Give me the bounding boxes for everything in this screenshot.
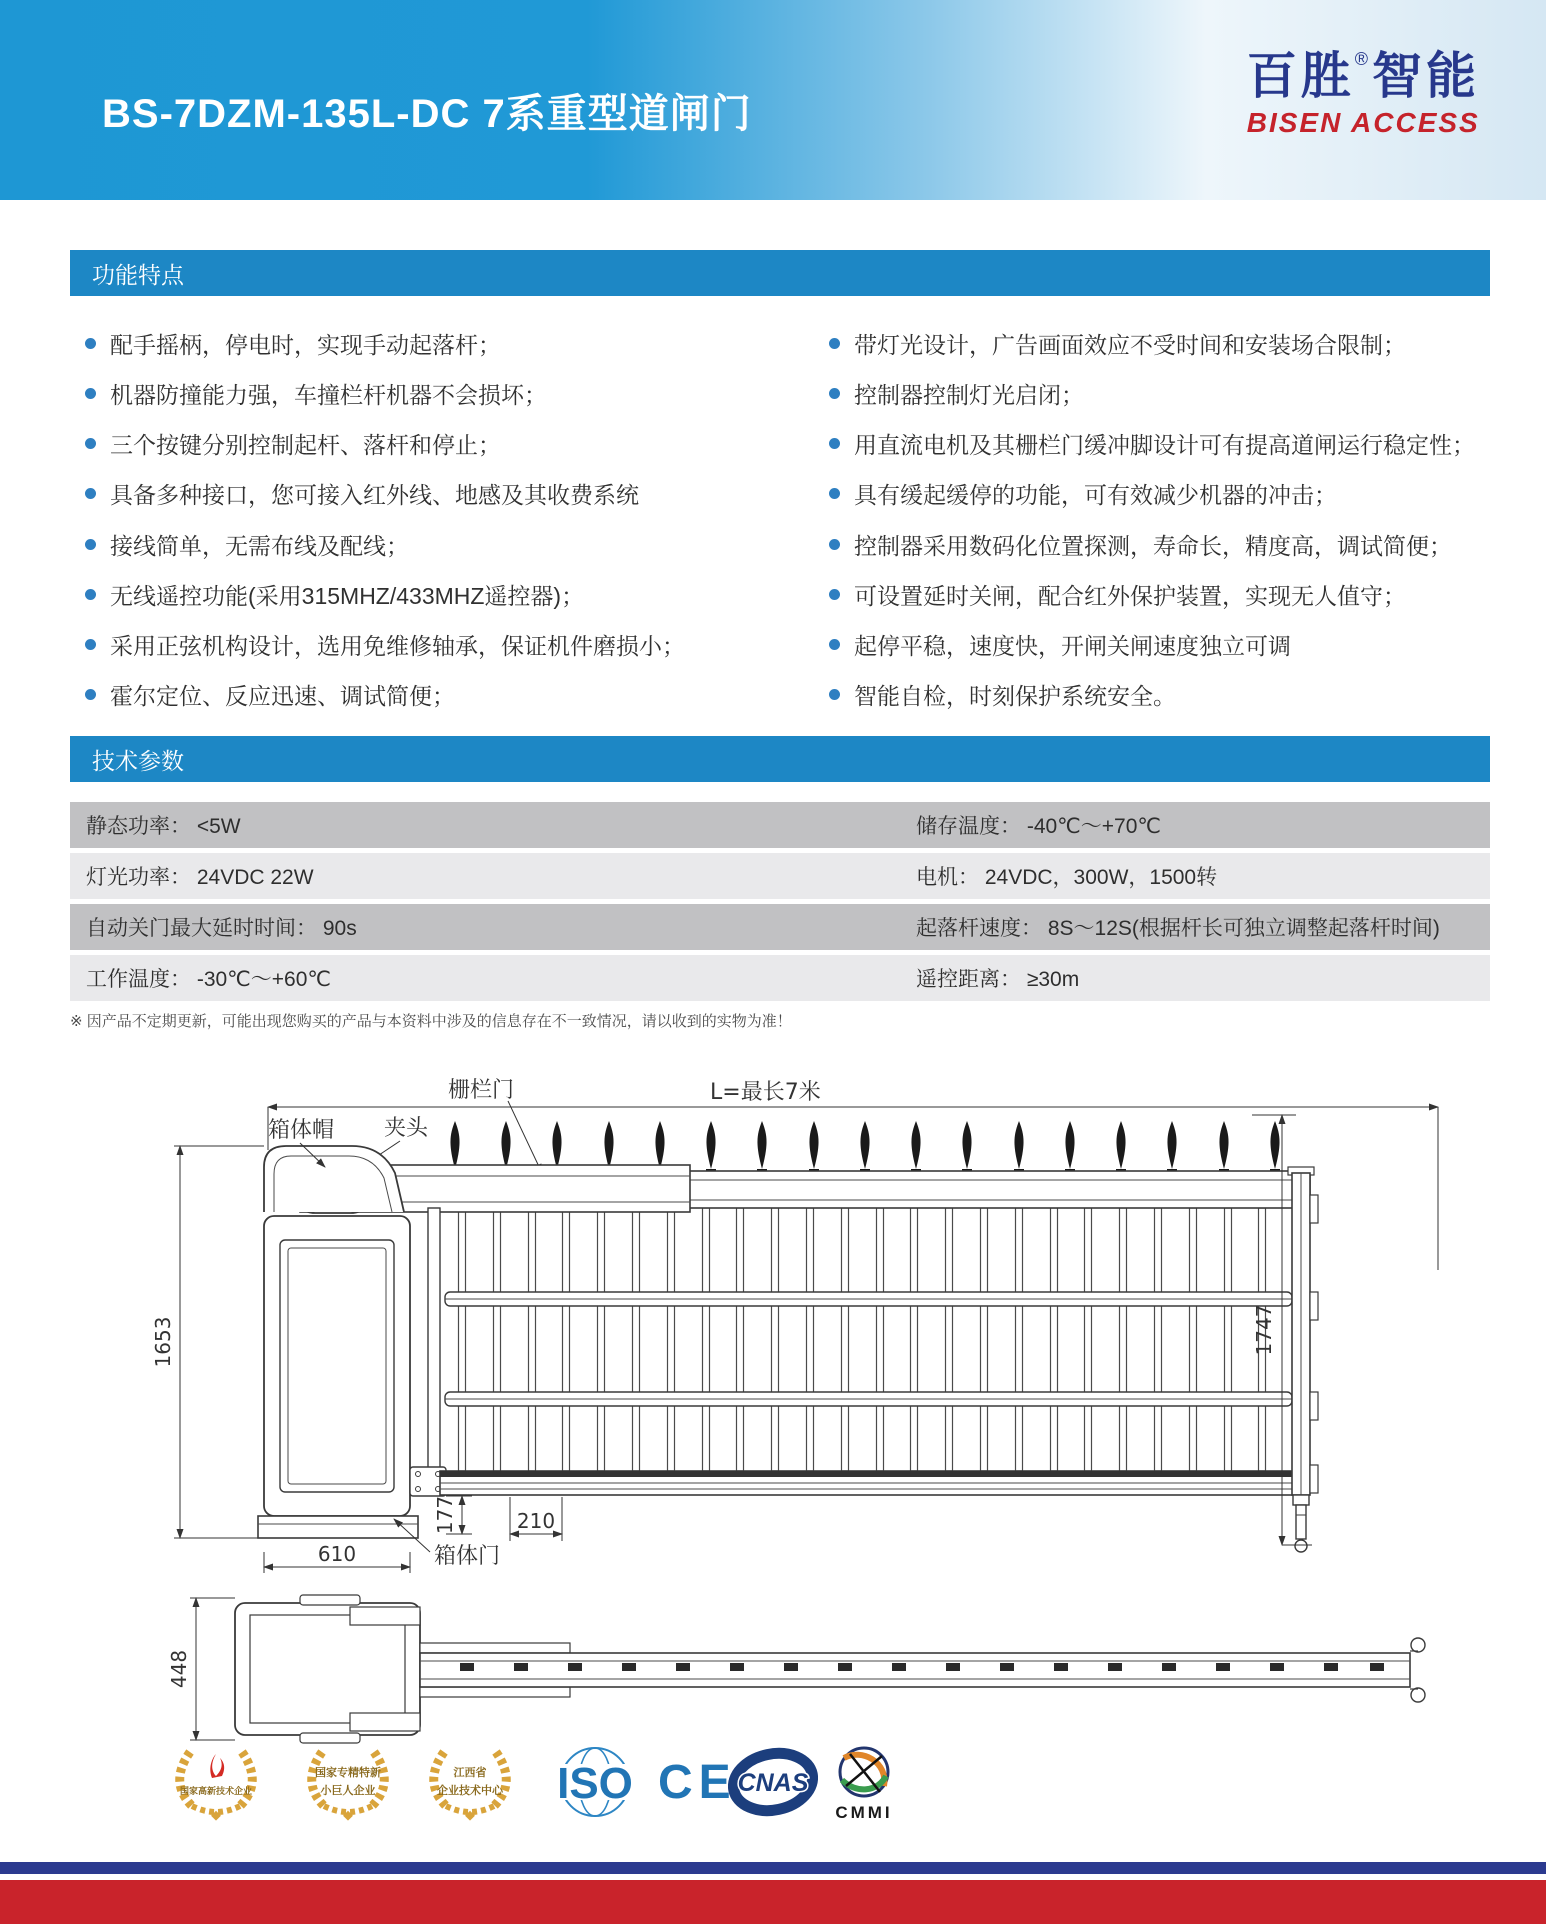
list-item: [829, 327, 1529, 360]
technical-drawing: [0, 1055, 1546, 1755]
bullet-icon: [829, 539, 840, 550]
bullet-icon: [829, 639, 840, 650]
label-cabinet-cap: 箱体帽: [268, 1118, 335, 1143]
label-cabinet-door: 箱体门: [434, 1544, 501, 1569]
dim-cabinet-width: 610: [317, 1542, 357, 1566]
section-header-specs: [70, 736, 1490, 782]
list-item: [85, 327, 785, 360]
dim-gate-height: 1747: [1252, 1304, 1276, 1356]
brand-logo-cn: [1246, 48, 1480, 104]
spec-cell: 起落杆速度： 8S～12S(根据杆长可独立调整起落杆时间): [916, 917, 1440, 940]
bullet-icon: [85, 488, 96, 499]
list-item: [829, 628, 1529, 661]
cert-national-hightech-icon: [168, 1742, 264, 1822]
dim-bracket-height: 177: [433, 1495, 457, 1535]
spec-row: [70, 853, 1490, 899]
brand-cn-part1: 百胜: [1246, 48, 1355, 104]
footer-red-stripe: [0, 1880, 1546, 1924]
brand-logo-en: BISEN ACCESS: [1246, 107, 1480, 138]
list-item: [829, 377, 1529, 410]
list-item: [85, 678, 785, 711]
feature-text: 带灯光设计，广告画面效应不受时间和安装场合限制；: [854, 331, 1406, 358]
feature-text: 配手摇柄，停电时，实现手动起落杆；: [110, 331, 501, 358]
feature-text: 可设置延时关闸，配合红外保护装置，实现无人值守；: [854, 582, 1406, 609]
registered-mark: ®: [1354, 49, 1372, 69]
bullet-icon: [85, 539, 96, 550]
gate-left-stile: [428, 1208, 440, 1495]
feature-text: 霍尔定位、反应迅速、调试简便；: [110, 683, 455, 710]
spec-cell: 储存温度： -40℃～+70℃: [916, 815, 1161, 838]
section-header-features: [70, 250, 1490, 296]
section-title-features: 功能特点: [92, 261, 184, 288]
footer-blue-stripe: [0, 1862, 1546, 1874]
bullet-icon: [85, 639, 96, 650]
cnas-icon: [728, 1742, 818, 1822]
features-list-right: [829, 318, 1529, 720]
list-item: [829, 528, 1529, 561]
section-title-specs: 技术参数: [92, 747, 184, 774]
mid-rails: [445, 1292, 1292, 1406]
feature-text: 机器防撞能力强，车撞栏杆机器不会损坏；: [110, 381, 547, 408]
spec-cell: 自动关门最大延时时间： 90s: [86, 917, 357, 940]
cmmi-icon: [822, 1742, 906, 1828]
dim-cabinet-height: 1653: [151, 1316, 175, 1368]
flame-icon: [210, 1754, 224, 1778]
feature-text: 接线简单，无需布线及配线；: [110, 532, 409, 559]
page-title: BS-7DZM-135L-DC 7系重型道闸门: [102, 92, 752, 136]
spec-cell: 工作温度： -30℃～+60℃: [86, 968, 331, 991]
cnas-label: CNAS: [737, 1769, 809, 1797]
feature-text: 控制器控制灯光启闭；: [854, 381, 1084, 408]
feature-text: 三个按键分别控制起杆、落杆和停止；: [110, 432, 501, 459]
feature-text: 采用正弦机构设计，选用免维修轴承，保证机件磨损小；: [110, 633, 685, 660]
bullet-icon: [829, 388, 840, 399]
feature-text: 智能自检，时刻保护系统安全。: [854, 683, 1176, 710]
cert-text: 企业技术中心: [437, 1785, 503, 1797]
bullet-icon: [829, 589, 840, 600]
header-banner: [0, 0, 1546, 200]
bullet-icon: [85, 689, 96, 700]
list-item: [85, 628, 785, 661]
label-fence-gate: 栅栏门: [448, 1078, 515, 1103]
list-item: [829, 578, 1529, 611]
bottom-rail: [440, 1471, 1302, 1495]
right-post: [1288, 1167, 1318, 1495]
certification-logos: [0, 1742, 1546, 1828]
ce-label: CE: [658, 1756, 737, 1809]
fence-pickets: [459, 1208, 1266, 1471]
bullet-icon: [85, 388, 96, 399]
feature-text: 具备多种接口，您可接入红外线、地感及其收费系统: [110, 482, 639, 509]
feature-text: 用直流电机及其栅栏门缓冲脚设计可有提高道闸运行稳定性；: [854, 432, 1475, 459]
cert-jiangxi-techcenter-icon: [422, 1742, 518, 1822]
iso-icon: [545, 1742, 645, 1822]
bullet-icon: [829, 488, 840, 499]
list-item: [85, 477, 785, 510]
dim-machine-depth: 448: [167, 1649, 191, 1689]
features-list-left: [85, 318, 785, 720]
spec-row: [70, 904, 1490, 950]
spec-cell: 电机： 24VDC，300W，1500转: [916, 866, 1218, 889]
brand-cn-part2: 智能: [1372, 48, 1480, 104]
bullet-icon: [829, 338, 840, 349]
list-item: [85, 427, 785, 460]
gate-boom: [290, 1165, 1310, 1212]
cert-little-giant-icon: [300, 1742, 396, 1822]
list-item: [829, 427, 1529, 460]
list-item: [829, 678, 1529, 711]
brand-logo: [1247, 50, 1480, 139]
cabinet-cap: [264, 1146, 404, 1212]
cabinet-body: [258, 1216, 418, 1538]
disclaimer-note: ※ 因产品不定期更新，可能出现您购买的产品与本资料中涉及的信息存在不一致情况，请以收到的实物为准！: [70, 1013, 792, 1030]
cmmi-label: CMMI: [835, 1803, 893, 1822]
cert-text: 小巨人企业: [320, 1785, 376, 1797]
iso-label: ISO: [557, 1759, 633, 1808]
spec-cell: 遥控距离： ≥30m: [916, 968, 1080, 991]
cert-text: 国家高新技术企业: [179, 1786, 253, 1796]
buffer-foot: [1293, 1495, 1309, 1552]
list-item: [85, 528, 785, 561]
cert-text: 国家专精特新: [315, 1767, 381, 1779]
spec-row: [70, 802, 1490, 848]
list-item: [85, 377, 785, 410]
spec-cell: 静态功率： <5W: [86, 815, 241, 838]
dim-max-length: L=最长7米: [710, 1080, 821, 1105]
bullet-icon: [85, 589, 96, 600]
spec-cell: 灯光功率： 24VDC 22W: [86, 866, 314, 889]
feature-text: 无线遥控功能(采用315MHZ/433MHZ遥控器)；: [110, 582, 585, 609]
bullet-icon: [829, 438, 840, 449]
feature-text: 控制器采用数码化位置探测，寿命长，精度高，调试简便；: [854, 532, 1452, 559]
list-item: [85, 578, 785, 611]
spec-row: [70, 955, 1490, 1001]
list-item: [829, 477, 1529, 510]
label-clamp: 夹头: [384, 1116, 429, 1141]
bullet-icon: [85, 338, 96, 349]
feature-text: 起停平稳，速度快，开闸关闸速度独立可调: [854, 633, 1291, 660]
bullet-icon: [85, 438, 96, 449]
cert-text: 江西省: [453, 1767, 487, 1779]
feature-text: 具有缓起缓停的功能，可有效减少机器的冲击；: [854, 482, 1337, 509]
dim-offset: 210: [516, 1509, 556, 1533]
plan-view: [235, 1595, 1425, 1743]
bullet-icon: [829, 689, 840, 700]
